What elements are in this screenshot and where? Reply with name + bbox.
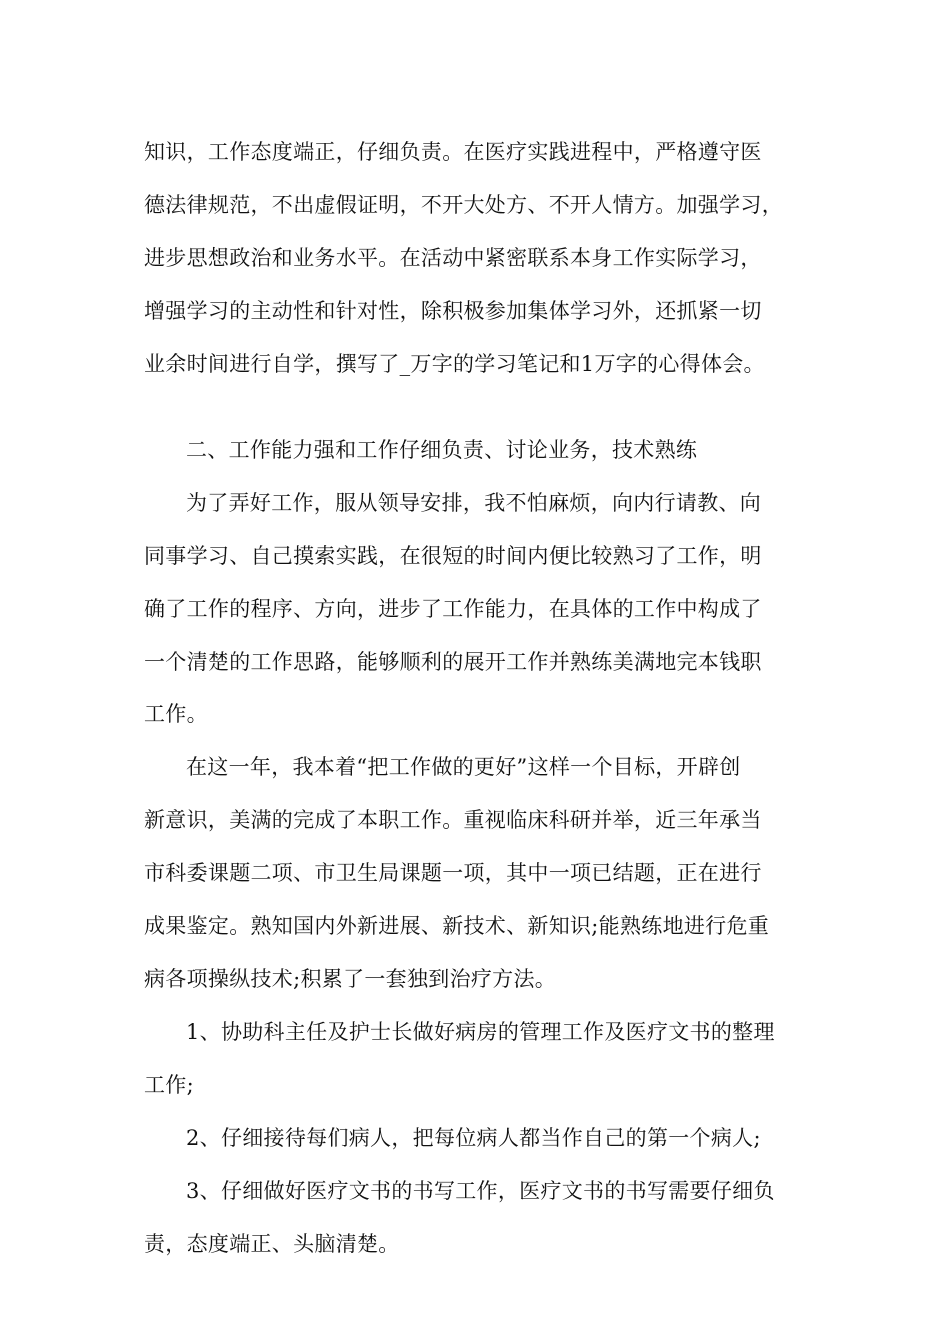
paragraph3-line: 新意识，美满的完成了本职工作。重视临床科研并举，近三年承当 [144,808,762,832]
paragraph1-line: 知识，工作态度端正，仔细负责。在医疗实践进程中，严格遵守医 [144,140,762,164]
paragraph1-line: 业余时间进行自学，撰写了_万字的学习笔记和1万字的心得体会。 [144,352,765,376]
paragraph3-line: 在这一年，我本着“把工作做的更好”这样一个目标，开辟创 [186,755,741,779]
list-item-1-line: 1、协助科主任及护士长做好病房的管理工作及医疗文书的整理 [186,1020,775,1044]
paragraph2-line: 同事学习、自己摸索实践，在很短的时间内便比较熟习了工作，明 [144,544,762,568]
list-item-3-line: 3、仔细做好医疗文书的书写工作，医疗文书的书写需要仔细负 [186,1179,775,1203]
paragraph1-line: 增强学习的主动性和针对性，除积极参加集体学习外，还抓紧一切 [144,299,762,323]
list-item-2-line: 2、仔细接待每们病人，把每位病人都当作自己的第一个病人; [186,1126,761,1150]
paragraph2-line: 工作。 [144,702,208,726]
paragraph3-line: 市科委课题二项、市卫生局课题一项，其中一项已结题，正在进行 [144,861,762,885]
paragraph1-line: 德法律规范，不出虚假证明，不开大处方、不开人情方。加强学习， [144,193,783,217]
paragraph2-line: 一个清楚的工作思路，能够顺利的展开工作并熟练美满地完本钱职 [144,650,762,674]
section-heading: 二、工作能力强和工作仔细负责、讨论业务，技术熟练 [186,438,698,462]
paragraph1-line: 进步思想政治和业务水平。在活动中紧密联系本身工作实际学习， [144,246,762,270]
paragraph3-line: 病各项操纵技术;积累了一套独到治疗方法。 [144,967,557,991]
paragraph3-line: 成果鉴定。熟知国内外新进展、新技术、新知识;能熟练地进行危重 [144,914,770,938]
list-item-3-line: 责，态度端正、头脑清楚。 [144,1232,400,1256]
paragraph2-line: 为了弄好工作，服从领导安排，我不怕麻烦，向内行请教、向 [186,491,762,515]
list-item-1-line: 工作; [144,1073,194,1097]
paragraph2-line: 确了工作的程序、方向，进步了工作能力，在具体的工作中构成了 [144,597,762,621]
